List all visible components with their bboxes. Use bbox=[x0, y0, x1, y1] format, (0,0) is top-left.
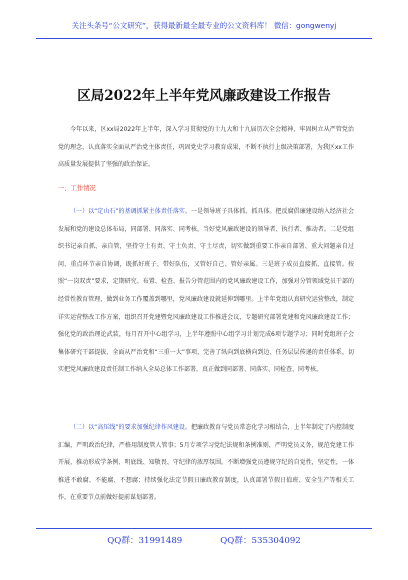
paragraph-2-lead: （二）以“高压线”的要求加强纪律作风建设。 bbox=[70, 424, 192, 431]
top-rule bbox=[36, 38, 372, 39]
top-banner: 关注头条号“公文研究”，获得最新最全最专业的公文资料库！ 微信：gongwenyj bbox=[71, 21, 337, 30]
footer-qq-group-1: QQ群：31991489 bbox=[107, 536, 183, 546]
paragraph-1 bbox=[58, 203, 354, 379]
bottom-rule bbox=[36, 528, 372, 529]
intro-paragraph: 今年以来，区xx局2022年上半年，深入学习贯彻党的十九大和十九届历次全会精神，牢固树立从严管党治党的理念，认真落实全面从严治党主体责任，巩固党史学习教育成果，不断不执行上级决策部署，为我区xx工作高质量发展提供了坚强的政治保证。 bbox=[58, 126, 354, 169]
document-title: 区局2022年上半年党风廉政建设工作报告 bbox=[77, 88, 331, 104]
paragraph-1-body: 一是领导班子具体抓、抓具体。把反腐倡廉建设纳入经济社会发展和党的建设总体布局，同部署、同落实、同考核，当好党风廉政建设的领导者、执行者、推动者。二是党组织书记亲自抓、亲自管，坚持守土有责、守土负责、守土尽责，切实做到重要工作亲自部署、重大问题亲自过问、重点环节亲自协调，既抓好班子、带好队伍，又管好自己、管好亲属。三是班子成员直接抓、直接管。按照“一岗双责”要求，定期研究、布置、检查、报告分管范围内的党风廉政建设工作，加强对分管领域党员干部的经常性教育管理，做到业务工作覆盖到哪里，党风廉政建设就延伸到哪里。上半年党组认真研究运营整改，制定详实运营整改工作方案，组织召开党建暨党风廉政建设工作推进会议，专题研究部署党建和党风廉政建设工作；强化党的政治理论武装，每月召开中心组学习，上半年遵照中心组学习计划完成6项专题学习；同时党组班子会集体研究干部提拔，全面从严治党和“三重一大”事项，完善了纵向到底横向到边、任务层层传递的责任体系，切实把党风廉政建设责任制工作纳入全局总体工作部署，真正做到同部署、同落实、同检查、同考核。 bbox=[58, 208, 354, 374]
paragraph-1-lead: （一）以“定山石”的基调抓紧主体责任落实。 bbox=[70, 208, 192, 215]
section-heading: 一、工作情况 bbox=[58, 185, 96, 192]
paragraph-2-body: 把廉政教育与党员常态化学习相结合，上半年制定了内控制度汇编，严明政治纪律，严格用制度管人管事；5月专项学习党纪法规和条例准则，严明党员义务，规范党建工作开展，推动形成学条例、明底线、知敬畏、守纪律的浓厚氛围。不断增强党员遵规守纪的自觉性，坚定性，一体推进不敢腐、不能腐、不想腐；持续强化法定节假日廉政教育制度，认真部署节假日值班、安全生产等相关工作，在重要节点前做好提前谋划部署。 bbox=[58, 424, 354, 502]
footer-qq-group-2: QQ群：535304092 bbox=[220, 536, 301, 546]
footer-contacts bbox=[36, 534, 372, 548]
paragraph-2 bbox=[58, 419, 354, 507]
